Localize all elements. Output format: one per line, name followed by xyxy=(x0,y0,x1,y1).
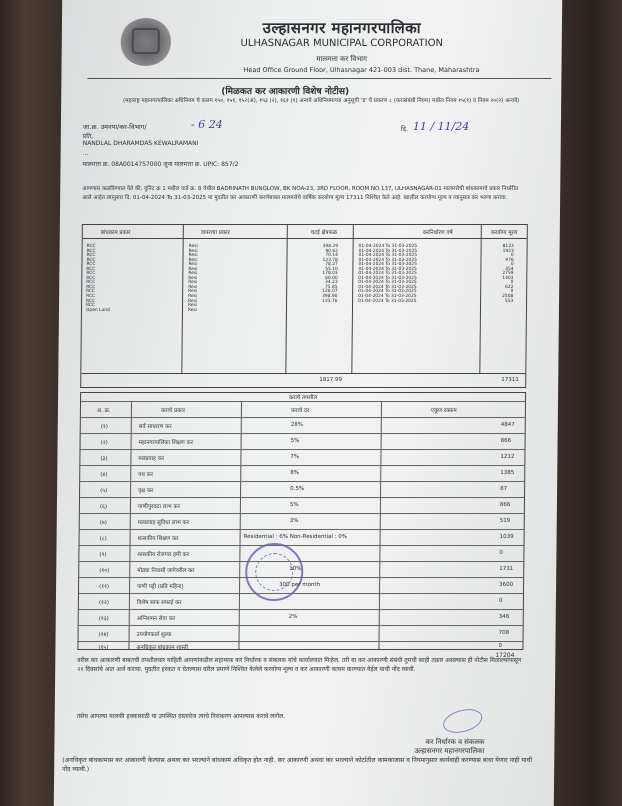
carpet-areas: 398.29 90.62 70.14 123.78 78.27 55.10 178.03 60.00 34.23 75.85 126.07 398.90 133.76 xyxy=(322,244,339,304)
tax-type: पाणीपुरवठा लाभ कर xyxy=(137,504,180,510)
tax-amount: 1731 xyxy=(499,566,514,572)
col-assessment-year: करनिर्धारण वर्ष xyxy=(422,230,453,236)
header-divider xyxy=(87,78,551,79)
table-row xyxy=(78,641,522,651)
tax-details-title: कराचे तपशील xyxy=(288,395,318,401)
tax-type: शासकीय शिक्षण कर xyxy=(137,536,179,542)
disclaimer-note: (अनधिकृत बांधकामास कर आकारणी केल्यास अथवा कर भरल्याने बांधकाम अधिकृत होत नाही. कर आकारणी अथवा कर भरल्याने कोर्टातील कामकाजास व नियमानुसार कार्यवाही करण्यास बाधा येणार नाही याची नोंद घ्यावी.) xyxy=(62,757,533,773)
table-row xyxy=(79,609,523,626)
total-area: 1817.99 xyxy=(319,377,343,383)
signature-icon xyxy=(441,705,485,737)
notice-subtitle: (महाराष्ट्र महानगरपालिका अधिनियम चे कलम १५०, १५१, १५२(अ), १५३ (२), १६१ (१) अन्वये अधिनियमाच्या अनुसूची 'ड' चे प्रकरण ८ (करासंबंधी नियम) मधील नियम १५(१) व नियम २०(२) अन्वये) xyxy=(122,98,520,104)
date-handwritten: 11 / 11/24 xyxy=(412,120,470,133)
tax-details-table xyxy=(77,392,526,650)
tax-serial: (१५) xyxy=(98,645,109,651)
office-address: Head Office Ground Floor, Ulhasnagar 421-003 dist. Thane, Maharashtra xyxy=(243,66,480,74)
col-serial: अ. क्र. xyxy=(96,408,111,414)
tax-rate: 0.5% xyxy=(290,486,305,492)
corporation-title-marathi: उल्हासनगर महानगरपालिका xyxy=(262,19,422,37)
tax-type: मलप्रवाह सुविधा लाभ कर xyxy=(137,520,190,526)
notice-paragraph: आपणास कळविण्यात येते की, युनिट क्र 1 मधील वार्ड क्र. 8 येथील BADRINATH BUNGLOW, BK NOA-23, 3RD FLOOR, ROOM NO.137, ULHASNAGAR-01 मालमत्तेची बांधकामाचे प्रकार निर्धारीत आले आहेत त्यानुसार दि. 01-04-2024 To 31-03-2025 या मुदतीत कर आकारणी करणेबाबत मालमत्तेचे वार्षिक करयोग्य मूल्य 17311 निश्चित केले आहे. खालील करयोग्य मूल्य व त्यानुसार कर भरणा करावा. xyxy=(82,186,519,201)
table-row xyxy=(79,593,523,610)
tax-rate: 5% xyxy=(289,502,299,508)
col-amount: एकूण रक्कम xyxy=(430,408,457,414)
tax-amount: 0 xyxy=(498,643,502,649)
tax-serial: (४) xyxy=(100,472,108,478)
tax-rate: 28% xyxy=(290,422,304,428)
tax-amount: 346 xyxy=(498,614,510,620)
background-left xyxy=(0,0,62,806)
notice-document xyxy=(54,0,562,806)
tax-amount: 4847 xyxy=(500,422,515,428)
tax-type: शासकीय रोजगार हमी कर xyxy=(137,552,190,558)
signatory-org: उल्हासनगर महानगरपालिका xyxy=(414,747,485,755)
total-taxable-value: 17311 xyxy=(501,377,519,383)
table-row xyxy=(80,481,524,498)
tax-rate: 10% xyxy=(289,566,302,572)
tax-serial: (३) xyxy=(100,456,108,462)
tax-type: अनधिकृत बांधकाम शास्ती xyxy=(136,645,189,651)
table-row xyxy=(80,497,524,514)
construction-types: RCC RCC RCC RCC RCC RCC RCC RCC RCC RCC RCC RCC RCC RCC Open Land xyxy=(85,244,110,313)
tax-header-row xyxy=(81,401,525,418)
tax-rate: Residential : 6% Non-Residential : 0% xyxy=(243,534,348,540)
col-divider xyxy=(285,225,288,373)
col-taxable-value: करयोग्य मूल्य xyxy=(490,230,518,236)
table-row xyxy=(79,577,523,594)
background-right xyxy=(552,0,622,806)
tax-serial: (८) xyxy=(99,536,107,542)
tax-amount: 708 xyxy=(498,630,510,636)
date-label: दि. xyxy=(400,125,409,133)
col-divider xyxy=(479,225,482,373)
table-row xyxy=(81,433,525,450)
footer-paragraph: वरील कर आकारणी बाबतची तपशीलवार माहिती आपणांकडील सहाय्यक कर निर्धारक व संकलक यांचे कार्यालयात मिळेल. तरी या कर आकारणी संबंधी तुमची काही तक्रार असल्यास ही नोटीस मिळाल्यापासून २१ दिवसांचे आत अर्ज करावा. मुदतीत हरकत न घेतल्यास वरील प्रमाणे निश्चित केलेले करयोग्य मूल्य व कर आकारणी कायम करण्यात येईल याची नोंद घ्यावी. xyxy=(77,657,522,673)
tax-type: पथ कर xyxy=(138,472,154,478)
tax-type: महानगरपालिका शिक्षण कर xyxy=(138,440,194,446)
tax-serial: (६) xyxy=(99,504,108,510)
tax-type: सर्व साधारण कर xyxy=(138,424,172,430)
assessment-footer xyxy=(81,373,525,387)
tax-amount: 0 xyxy=(498,598,503,604)
assessment-periods: 01-04-2024 To 31-03-2025 01-04-2024 To 31-03-2025 01-04-2024 To 31-03-2025 01-04-2024 To 31-03-2025 01-04-2024 To 31-03-2025 01-04-2024 To 31-03-2025 01-04-2024 To 31-03-2025 01-04-2024 To 31-03-2025 01-04-2024 To 31-03-2025 01-04-2024 To 31-03-2025 01-04-2024 To 31-03-2025 01-04-2024 To 31-03-2025 01-04-2024 To 31-03-2025 xyxy=(358,244,418,304)
owner-name: NANDLAL DHARAMDAS KEWALRAMANI xyxy=(82,140,199,147)
tax-serial: (५) xyxy=(100,488,108,494)
tax-serial: (१२) xyxy=(98,600,109,606)
tax-serial: (१३) xyxy=(98,616,109,622)
municipal-seal-icon xyxy=(120,18,173,66)
table-row xyxy=(78,625,522,642)
corporation-title-english: ULHASNAGAR MUNICIPAL CORPORATION xyxy=(240,38,444,49)
col-tax-rate: कराचे दर xyxy=(290,408,310,414)
signatory-role: कर निर्धारक व संकलक xyxy=(425,738,485,746)
col-carpet-area: चटई क्षेत्रफळ xyxy=(310,230,337,236)
taxable-values: 8123 1923 0 976 0 454 2759 1403 0 622 0 2508 553 xyxy=(502,244,514,304)
tax-type: मोठ्या निवासी जागेवरील कर xyxy=(137,568,195,574)
reference-handwritten: - 6 24 xyxy=(190,118,223,131)
table-row xyxy=(79,545,523,562)
table-row xyxy=(80,529,524,546)
tax-rate: 7% xyxy=(290,454,300,460)
tax-type: उपयोगकर्ता शुल्क xyxy=(136,632,172,638)
table-row xyxy=(80,465,524,482)
tax-amount: 1385 xyxy=(500,470,515,476)
reference-label: जा.क्र. उमनपा/कर-विभाग/ xyxy=(82,123,147,131)
tax-amount: 87 xyxy=(500,486,508,492)
address-placeholder: ... xyxy=(82,150,89,157)
table-row xyxy=(80,449,524,466)
table-row xyxy=(81,417,525,434)
tax-serial: (९) xyxy=(99,552,107,558)
tax-rate: 3% xyxy=(289,518,299,524)
usage-types: Resi Resi Resi Resi Resi Resi Resi Resi Resi Resi Resi Resi Resi Resi Resi xyxy=(187,244,198,313)
tax-type: अग्निशमन सेवा कर xyxy=(136,616,176,622)
notice-title: (मिळकत कर आकारणी विशेष नोटीस) xyxy=(221,87,350,97)
col-usage-type: वापराचा प्रकार xyxy=(200,230,230,236)
tax-serial: (१) xyxy=(100,424,108,430)
tax-serial: (२) xyxy=(100,440,108,446)
tax-amount: 866 xyxy=(499,502,511,508)
signatory-block xyxy=(414,738,484,756)
tax-total: 17204 xyxy=(495,652,515,659)
col-construction-type: बांधकाम प्रकार xyxy=(100,230,131,236)
addressee-label: प्रति, xyxy=(82,133,94,140)
col-divider xyxy=(181,225,184,373)
tax-serial: (७) xyxy=(99,520,107,526)
tax-amount: 0 xyxy=(499,550,503,556)
tax-rate: 300 per month xyxy=(279,582,321,588)
tax-amount: 3600 xyxy=(499,582,514,588)
property-number: मालमत्ता क्र. 08A0014757000 जुना मालमत्ता क्र. UPIC: 857/2 xyxy=(82,161,239,168)
tax-amount: 519 xyxy=(499,518,511,524)
footer-paragraph-2: तसेच आपल्या मालकी हक्कासाठी या उपस्थित दस्तावेज त्याचे निराकरण आपल्यास करावे लागेल. xyxy=(76,713,286,720)
tax-type: पाणी पट्टी (प्रति महिना) xyxy=(137,584,184,590)
tax-amount: 866 xyxy=(500,438,512,444)
col-divider xyxy=(351,225,354,373)
tax-type: मलप्रवाह कर xyxy=(138,456,165,462)
tax-rate: 2% xyxy=(288,614,298,620)
assessment-header xyxy=(83,225,527,239)
tax-type: विशेष साफ सफाई कर xyxy=(136,600,182,606)
tax-serial: (१०) xyxy=(99,568,110,574)
col-tax-type: कराचे प्रकार xyxy=(160,408,186,414)
tax-serial: (११) xyxy=(99,584,110,590)
table-row xyxy=(79,561,523,578)
tax-type: वृक्ष कर xyxy=(138,488,154,494)
assessment-table xyxy=(80,224,528,388)
tax-amount: 1212 xyxy=(500,454,515,460)
tax-serial: (१४) xyxy=(98,632,109,638)
table-row xyxy=(80,513,524,530)
tax-amount: 1039 xyxy=(499,534,514,540)
tax-rate: 5% xyxy=(290,438,300,444)
department-name: मालमत्ता कर विभाग xyxy=(316,55,367,63)
tax-rate: 8% xyxy=(290,470,300,476)
